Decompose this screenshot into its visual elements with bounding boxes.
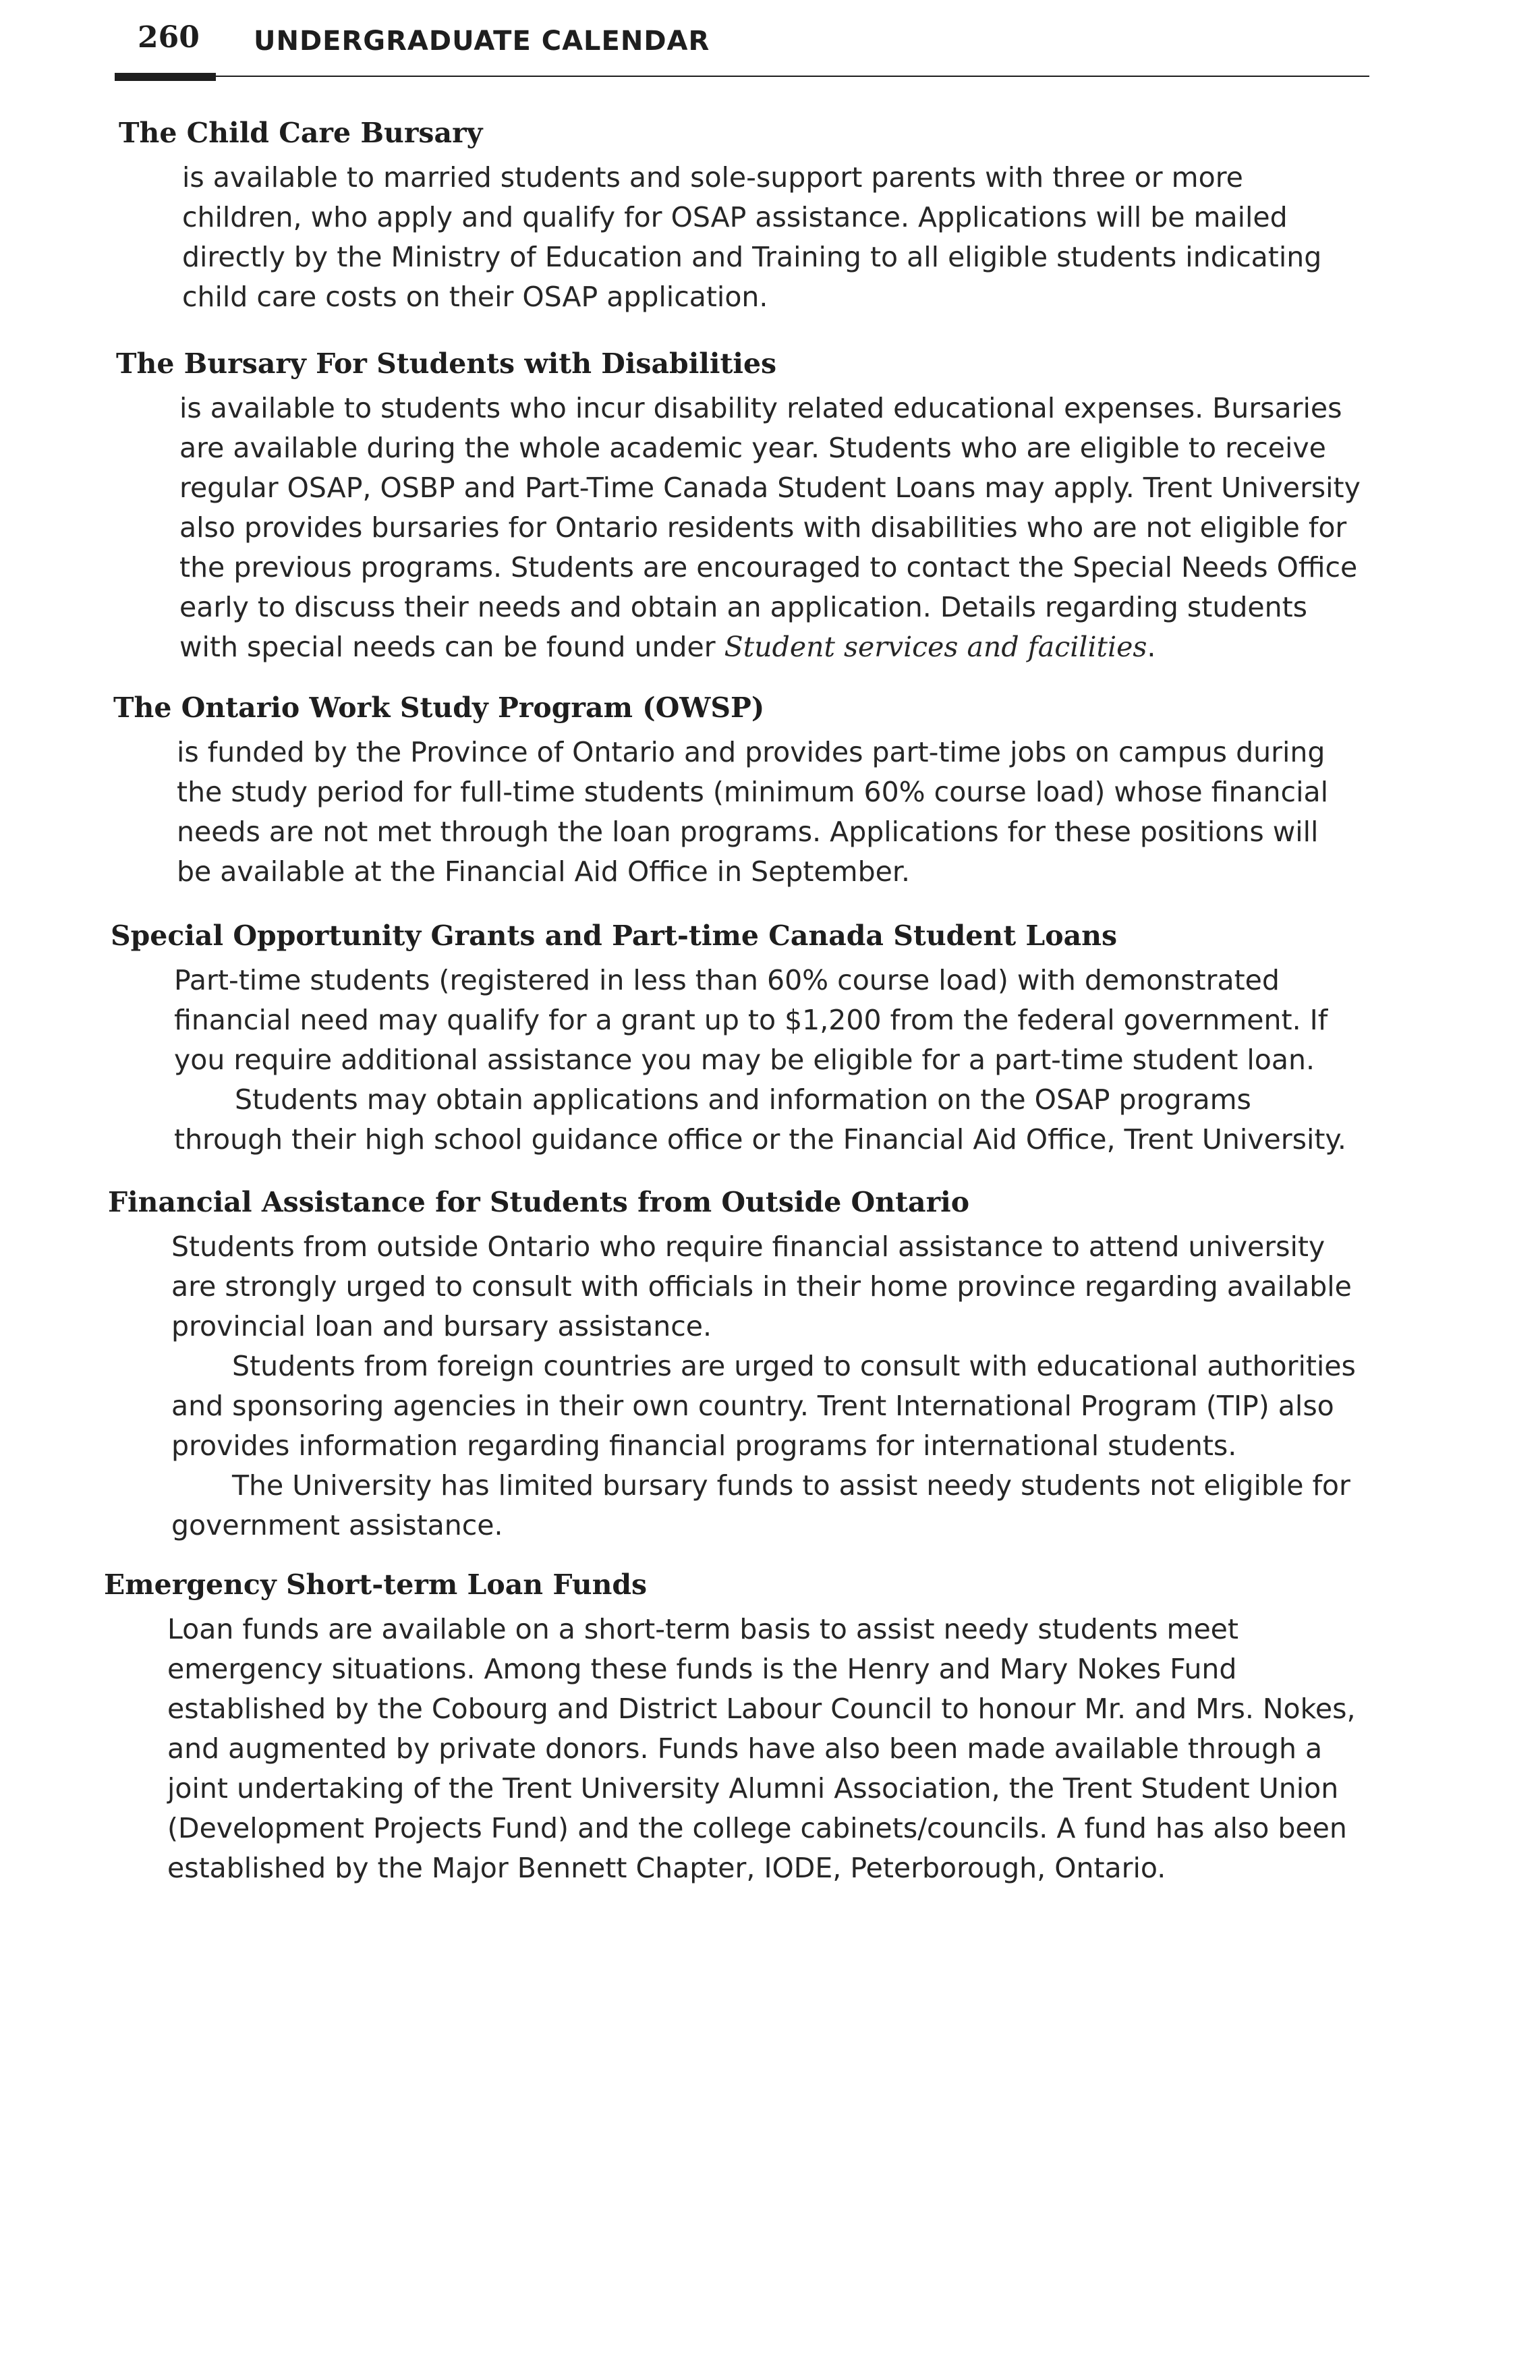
section-bursary-disabilities bbox=[116, 345, 1361, 667]
section-outside-ontario bbox=[108, 1184, 1360, 1546]
section-paragraph: Loan funds are available on a short-term basis to assist needy students meet emergency situations. Among these funds is the Henry and Mary Nokes Fund established by the Cobourg and District Labour Council to honour Mr. and Mrs. Nokes, and augmented by private donors. Funds have also been made available through a joint undertaking of the Trent University Alumni Association, the Trent Student Union (Development Projects Fund) and the college cabinets/councils. A fund has also been established by the Major Bennett Chapter, IODE, Peterborough, Ontario. bbox=[167, 1613, 1356, 1884]
page-header bbox=[115, 20, 1376, 81]
section-heading: The Child Care Bursary bbox=[119, 117, 483, 149]
header-rule bbox=[115, 76, 1369, 77]
section-heading: Financial Assistance for Students from Outside Ontario bbox=[108, 1186, 970, 1218]
section-paragraph: is available to married students and sole-support parents with three or more children, who apply and qualify for OSAP assistance. Applications will be mailed directly by the Ministry of Education and Training to all eligible students indicating child care costs on their OSAP application. bbox=[182, 161, 1322, 313]
section-paragraph: is funded by the Province of Ontario and provides part-time jobs on campus during the study period for full-time students (minimum 60% course load) whose financial needs are not met through the loan programs. Applications for these positions will be available at the Financial Aid Office in September. bbox=[177, 736, 1328, 888]
running-title: UNDERGRADUATE CALENDAR bbox=[254, 26, 710, 57]
page-number: 260 bbox=[138, 20, 200, 55]
section-heading: The Ontario Work Study Program (OWSP) bbox=[113, 691, 765, 724]
section-paragraph: Students may obtain applications and information on the OSAP programs through their high school guidance office or the Financial Aid Office, Trent University. bbox=[174, 1083, 1346, 1156]
paragraph-text: is available to students who incur disability related educational expenses. Bursaries are available during the whole academic year. Students who are eligible to receive regular OSAP, OSBP and Part-Time Canada Student Loans may apply. Trent University also provides bursaries for Ontario residents with disabilities who are not eligible for the previous programs. Students are encouraged to contact the Special Needs Office early to discuss their needs and obtain an application. Details regarding students with special needs can be found under bbox=[179, 392, 1361, 663]
section-paragraph: Students from outside Ontario who require financial assistance to attend university are strongly urged to consult with officials in their home province regarding available provincial loan and bursary assistance. bbox=[171, 1230, 1352, 1342]
section-paragraph: Part-time students (registered in less than 60% course load) with demonstrated financial need may qualify for a grant up to $1,200 from the federal government. If you require additional assistance you may be eligible for a part-time student loan. bbox=[174, 964, 1328, 1076]
section-heading: The Bursary For Students with Disabilities bbox=[116, 347, 777, 380]
section-child-care-bursary bbox=[119, 115, 1360, 317]
section-paragraph: The University has limited bursary funds to assist needy students not eligible for government assistance. bbox=[171, 1469, 1350, 1541]
section-paragraph bbox=[179, 389, 1361, 667]
paragraph-end: . bbox=[1147, 631, 1156, 663]
section-owsp bbox=[113, 689, 1361, 892]
section-heading: Emergency Short-term Loan Funds bbox=[104, 1568, 648, 1601]
section-heading: Special Opportunity Grants and Part-time Canada Student Loans bbox=[111, 919, 1118, 952]
cross-reference: Student services and facilities bbox=[724, 631, 1147, 663]
section-emergency-loan-funds bbox=[104, 1566, 1360, 1888]
section-paragraph: Students from foreign countries are urged to consult with educational authorities and sponsoring agencies in their own country. Trent International Program (TIP) also provides information regarding financial programs for international students. bbox=[171, 1350, 1356, 1462]
header-rule-accent bbox=[115, 73, 216, 81]
section-special-opportunity-grants bbox=[111, 917, 1360, 1160]
